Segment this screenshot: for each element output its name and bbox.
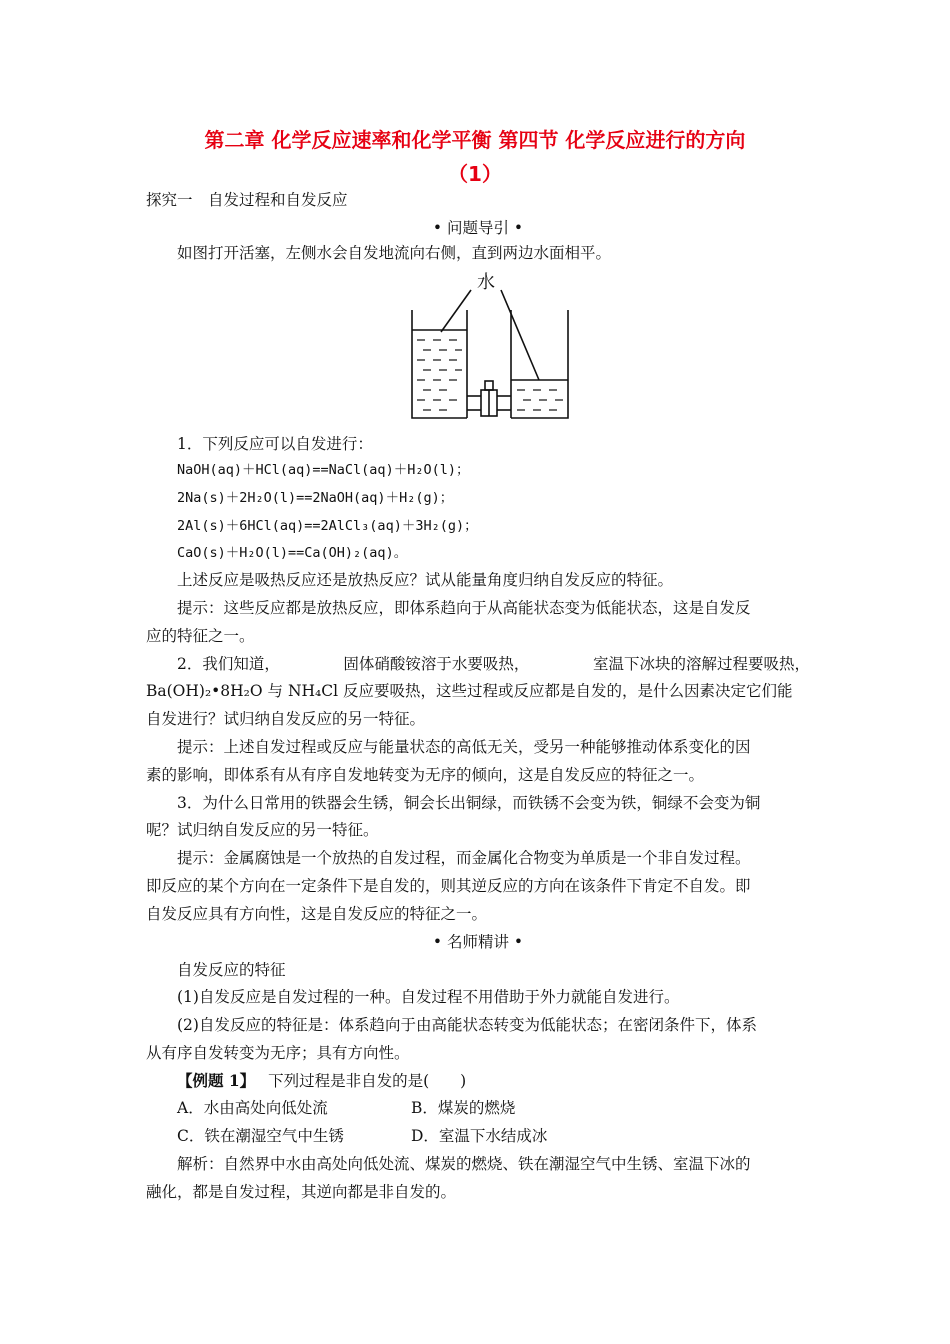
teacher-point-2-line-2: 从有序自发转变为无序；具有方向性。 — [146, 1044, 410, 1062]
section-heading: 探究一 自发过程和自发反应 — [146, 191, 348, 209]
example-label: 【例题 1】 — [177, 1071, 256, 1090]
hint-3-line-3: 自发反应具有方向性，这是自发反应的特征之一。 — [146, 905, 488, 923]
example-question — [146, 1071, 841, 1091]
teacher-point-2-line-1: (2)自发反应的特征是：体系趋向于由高能状态转变为低能状态；在密闭条件下，体系 — [177, 1016, 757, 1034]
option-d: D．室温下水结成冰 — [411, 1127, 548, 1145]
option-b: B．煤炭的燃烧 — [411, 1099, 516, 1117]
water-vessel-figure — [405, 268, 575, 428]
hint-2-line-2: 素的影响，即体系有从有序自发地转变为无序的倾向，这是自发反应的特征之一。 — [146, 766, 705, 784]
question-2-part-3: 室温下冰块的溶解过程要吸热， — [592, 655, 810, 673]
hint-3-line-1: 提示：金属腐蚀是一个放热的自发过程，而金属化合物变为单质是一个非自发过程。 — [177, 849, 751, 867]
intro-text: 如图打开活塞，左侧水会自发地流向右侧，直到两边水面相平。 — [177, 244, 612, 262]
figure-label-water: 水 — [477, 272, 495, 293]
hint-1-line-1: 提示：这些反应都是放热反应，即体系趋向于从高能状态变为低能状态，这是自发反 — [177, 599, 751, 617]
equation-4: CaO(s)＋H₂O(l)==Ca(OH)₂(aq)。 — [177, 545, 408, 561]
example-options-row-2 — [146, 1126, 810, 1146]
teacher-heading: 自发反应的特征 — [177, 961, 286, 979]
question-2-part-1: 2．我们知道， — [177, 655, 280, 673]
question-2-part-2: 固体硝酸铵溶于水要吸热， — [343, 655, 530, 673]
option-c: C．铁在潮湿空气中生锈 — [177, 1127, 344, 1145]
question-3-line-2: 呢？试归纳自发反应的另一特征。 — [146, 821, 379, 839]
equation-1: NaOH(aq)＋HCl(aq)==NaCl(aq)＋H₂O(l)； — [177, 462, 470, 478]
document-title: 第二章 化学反应速率和化学平衡 第四节 化学反应进行的方向 — [204, 128, 746, 152]
teacher-point-1: (1)自发反应是自发过程的一种。自发过程不用借助于外力就能自发进行。 — [177, 988, 680, 1006]
analysis-line-1: 解析：自然界中水由高处向低处流、煤炭的燃烧、铁在潮湿空气中生锈、室温下冰的 — [177, 1155, 751, 1173]
equation-2: 2Na(s)＋2H₂O(l)==2NaOH(aq)＋H₂(g)； — [177, 490, 454, 506]
option-a: A．水由高处向低处流 — [177, 1099, 328, 1117]
question-1: 1．下列反应可以自发进行： — [177, 435, 373, 453]
hint-3-line-2: 即反应的某个方向在一定条件下是自发的，则其逆反应的方向在该条件下肯定不自发。即 — [146, 877, 751, 895]
example-text: 下列过程是非自发的是( ) — [268, 1072, 467, 1090]
hint-2-line-1: 提示：上述自发过程或反应与能量状态的高低无关，受另一种能够推动体系变化的因 — [177, 738, 751, 756]
question-2-line-2: Ba(OH)₂•8H₂O 与 NH₄Cl 反应要吸热，这些过程或反应都是自发的，是什么因素决定它们能 — [146, 682, 793, 700]
teacher-label: • 名师精讲 • — [432, 933, 524, 951]
equation-3: 2Al(s)＋6HCl(aq)==2AlCl₃(aq)＋3H₂(g)； — [177, 518, 478, 534]
question-2-line-3: 自发进行？试归纳自发反应的另一特征。 — [146, 710, 426, 728]
question-1-ask: 上述反应是吸热反应还是放热反应？试从能量角度归纳自发反应的特征。 — [177, 571, 674, 589]
hint-1-line-2: 应的特征之一。 — [146, 627, 255, 645]
guide-label: • 问题导引 • — [432, 219, 524, 237]
analysis-line-2: 融化，都是自发过程，其逆向都是非自发的。 — [146, 1183, 457, 1201]
document-title-number: （1） — [448, 162, 502, 186]
question-2-line-1 — [146, 654, 810, 674]
example-options-row-1 — [146, 1098, 810, 1118]
question-3-line-1: 3．为什么日常用的铁器会生锈，铜会长出铜绿，而铁锈不会变为铁，铜绿不会变为铜 — [177, 794, 761, 812]
